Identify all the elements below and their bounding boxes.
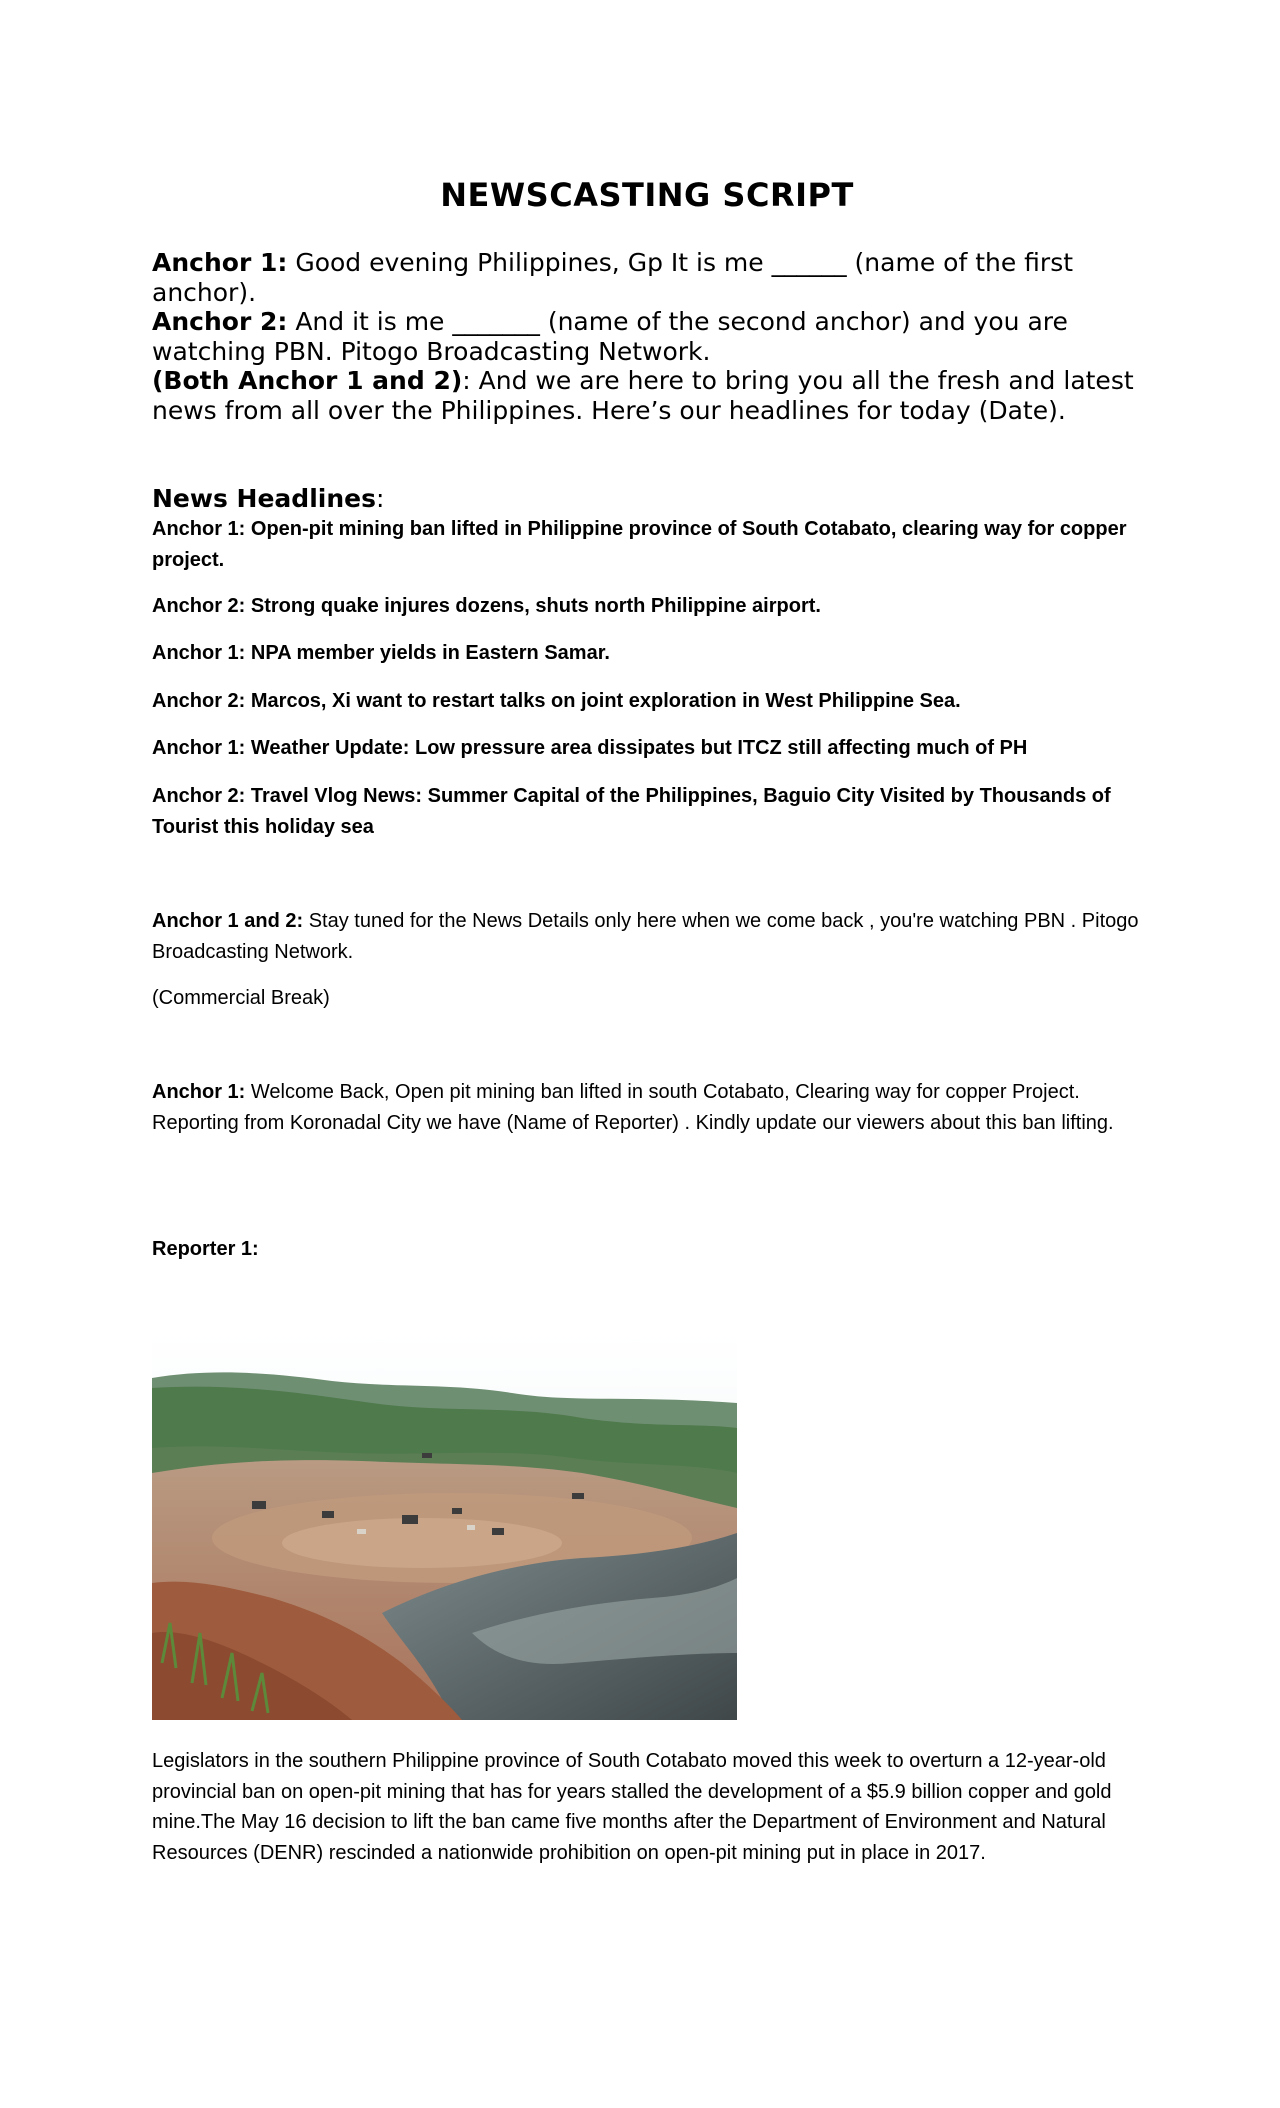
speaker-label: Anchor 1 and 2: xyxy=(152,910,304,932)
article-paragraph: Legislators in the southern Philippine province of South Cotabato moved this week to overturn a 12-year-old provincial ban on open-pit mining that has for years stalled the development of a $5.9 billion copper and gold mine.The May 16 decision to lift the ban came five months after the Department of Environment and Natural Resources (DENR) rescinded a nationwide prohibition on open-pit mining put in place in 2017. xyxy=(152,1750,1112,1864)
speaker-label: Anchor 2: xyxy=(152,307,288,336)
headline-5: Anchor 1: Weather Update: Low pressure area dissipates but ITCZ still affecting much of PH xyxy=(152,737,1028,759)
headline-1: Anchor 1: Open-pit mining ban lifted in Philippine province of South Cotabato, clearing way for copper project. xyxy=(152,518,1127,571)
headline-3: Anchor 1: NPA member yields in Eastern Samar. xyxy=(152,642,610,664)
intro-line-anchor-1 xyxy=(152,248,1142,307)
intro-dialogue xyxy=(152,248,1142,425)
dialogue-text: : And we are here to bring you all the fresh and latest news from all over the Philippines. Here’s our headlines for today (Date). xyxy=(152,366,1134,425)
speaker-label: Anchor 1: xyxy=(152,248,288,277)
headline-6: Anchor 2: Travel Vlog News: Summer Capital of the Philippines, Baguio City Visited by Thousands of Tourist this holiday sea xyxy=(152,785,1111,838)
headline-4: Anchor 2: Marcos, Xi want to restart talks on joint exploration in West Philippine Sea. xyxy=(152,690,961,712)
open-pit-mine-photo xyxy=(152,1333,737,1720)
dialogue-text: Welcome Back, Open pit mining ban lifted in south Cotabato, Clearing way for copper Project. Reporting from Koronadal City we have (Name of Reporter) . Kindly update our viewers about this ban lifting. xyxy=(152,1081,1114,1134)
commercial-break: (Commercial Break) xyxy=(152,987,330,1009)
speaker-label: Anchor 1: xyxy=(152,1081,246,1103)
headline-2: Anchor 2: Strong quake injures dozens, shuts north Philippine airport. xyxy=(152,595,821,617)
reporter-label: Reporter 1: xyxy=(152,1238,259,1260)
headlines-heading-label: News Headlines xyxy=(152,484,376,513)
speaker-label: (Both Anchor 1 and 2) xyxy=(152,366,463,395)
intro-line-anchor-2 xyxy=(152,307,1142,366)
document-title: NEWSCASTING SCRIPT xyxy=(440,176,854,214)
stay-tuned-line xyxy=(152,906,1142,967)
welcome-back-line xyxy=(152,1077,1142,1138)
headlines-heading xyxy=(152,484,384,513)
dialogue-text: Good evening Philippines, Gp It is me ______ (name of the first anchor). xyxy=(152,248,1074,307)
dialogue-text: Stay tuned for the News Details only here when we come back , you're watching PBN . Pitogo Broadcasting Network. xyxy=(152,910,1139,963)
headlines-heading-colon: : xyxy=(375,484,385,513)
dialogue-text: And it is me _______ (name of the second anchor) and you are watching PBN. Pitogo Broadcasting Network. xyxy=(152,307,1068,366)
intro-line-both-anchors xyxy=(152,366,1142,425)
